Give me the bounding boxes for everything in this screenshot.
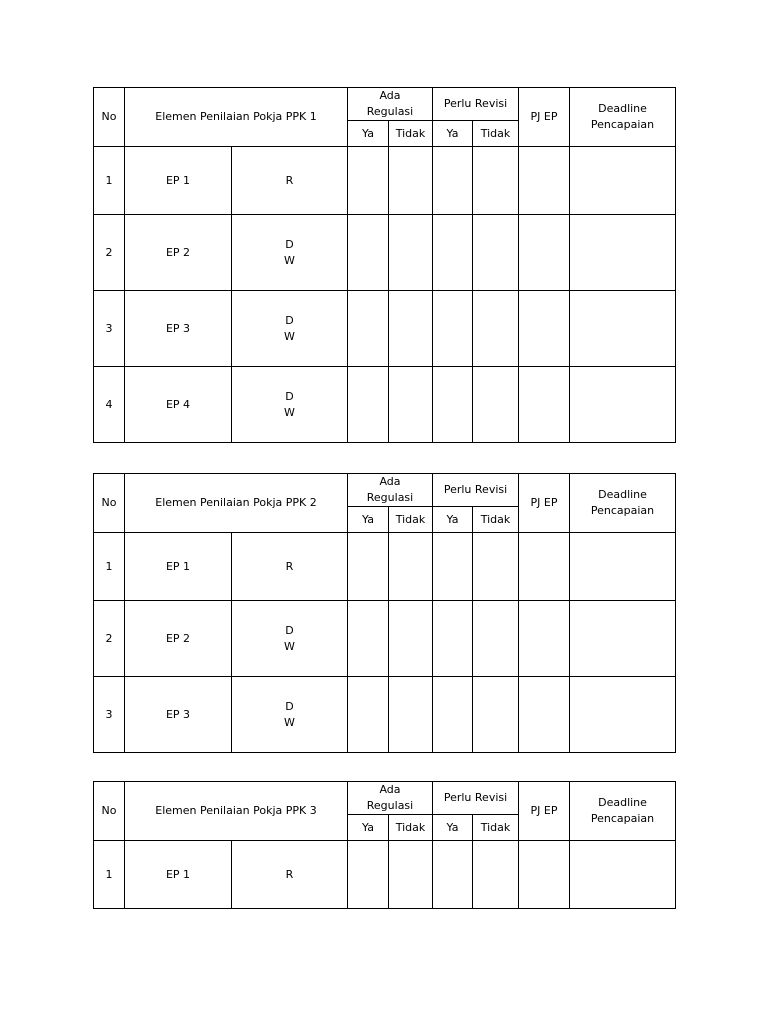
cell-revisi-tidak[interactable] <box>473 601 519 677</box>
row-code: D W <box>232 601 348 677</box>
row-ep: EP 1 <box>125 841 232 909</box>
cell-regulasi-tidak[interactable] <box>389 677 433 753</box>
header-ada-regulasi: Ada Regulasi <box>348 88 433 121</box>
cell-pj-ep[interactable] <box>519 147 570 215</box>
cell-revisi-tidak[interactable] <box>473 367 519 443</box>
header-elemen-penilaian: Elemen Penilaian Pokja PPK 1 <box>125 88 348 147</box>
row-no: 4 <box>94 367 125 443</box>
cell-revisi-tidak[interactable] <box>473 841 519 909</box>
row-no: 1 <box>94 841 125 909</box>
cell-pj-ep[interactable] <box>519 291 570 367</box>
header-no: No <box>94 782 125 841</box>
cell-revisi-ya[interactable] <box>433 147 473 215</box>
cell-regulasi-ya[interactable] <box>348 841 389 909</box>
cell-revisi-tidak[interactable] <box>473 677 519 753</box>
header-deadline: Deadline Pencapaian <box>570 474 676 533</box>
cell-revisi-tidak[interactable] <box>473 533 519 601</box>
cell-revisi-tidak[interactable] <box>473 147 519 215</box>
cell-revisi-ya[interactable] <box>433 841 473 909</box>
row-code: D W <box>232 677 348 753</box>
cell-deadline[interactable] <box>570 533 676 601</box>
table-row <box>94 367 676 443</box>
cell-revisi-tidak[interactable] <box>473 291 519 367</box>
cell-deadline[interactable] <box>570 147 676 215</box>
cell-deadline[interactable] <box>570 601 676 677</box>
cell-deadline[interactable] <box>570 215 676 291</box>
cell-pj-ep[interactable] <box>519 677 570 753</box>
table-row <box>94 291 676 367</box>
cell-regulasi-ya[interactable] <box>348 147 389 215</box>
header-elemen-penilaian: Elemen Penilaian Pokja PPK 2 <box>125 474 348 533</box>
cell-revisi-ya[interactable] <box>433 367 473 443</box>
header-regulasi-tidak: Tidak <box>389 121 433 147</box>
cell-regulasi-ya[interactable] <box>348 215 389 291</box>
header-regulasi-ya: Ya <box>348 815 389 841</box>
cell-revisi-ya[interactable] <box>433 677 473 753</box>
header-revisi-ya: Ya <box>433 815 473 841</box>
row-ep: EP 1 <box>125 147 232 215</box>
row-code: D W <box>232 367 348 443</box>
row-ep: EP 2 <box>125 601 232 677</box>
assessment-table-ppk-2 <box>93 473 676 753</box>
row-code: R <box>232 533 348 601</box>
header-regulasi-ya: Ya <box>348 121 389 147</box>
cell-revisi-ya[interactable] <box>433 291 473 367</box>
cell-pj-ep[interactable] <box>519 841 570 909</box>
cell-deadline[interactable] <box>570 367 676 443</box>
row-code: R <box>232 841 348 909</box>
row-no: 2 <box>94 601 125 677</box>
header-deadline: Deadline Pencapaian <box>570 782 676 841</box>
row-no: 1 <box>94 533 125 601</box>
cell-regulasi-tidak[interactable] <box>389 841 433 909</box>
cell-regulasi-tidak[interactable] <box>389 215 433 291</box>
header-perlu-revisi: Perlu Revisi <box>433 782 519 815</box>
table-row <box>94 841 676 909</box>
row-code: D W <box>232 291 348 367</box>
cell-revisi-ya[interactable] <box>433 215 473 291</box>
table-row <box>94 215 676 291</box>
row-ep: EP 4 <box>125 367 232 443</box>
cell-revisi-ya[interactable] <box>433 601 473 677</box>
header-revisi-tidak: Tidak <box>473 507 519 533</box>
row-no: 3 <box>94 677 125 753</box>
cell-pj-ep[interactable] <box>519 215 570 291</box>
header-regulasi-ya: Ya <box>348 507 389 533</box>
cell-revisi-tidak[interactable] <box>473 215 519 291</box>
row-no: 2 <box>94 215 125 291</box>
table-row <box>94 533 676 601</box>
header-revisi-tidak: Tidak <box>473 815 519 841</box>
cell-regulasi-ya[interactable] <box>348 601 389 677</box>
table-row <box>94 677 676 753</box>
row-ep: EP 1 <box>125 533 232 601</box>
cell-pj-ep[interactable] <box>519 533 570 601</box>
row-ep: EP 2 <box>125 215 232 291</box>
cell-regulasi-tidak[interactable] <box>389 533 433 601</box>
table-row <box>94 147 676 215</box>
row-ep: EP 3 <box>125 677 232 753</box>
cell-regulasi-tidak[interactable] <box>389 367 433 443</box>
header-deadline: Deadline Pencapaian <box>570 88 676 147</box>
header-elemen-penilaian: Elemen Penilaian Pokja PPK 3 <box>125 782 348 841</box>
assessment-table-ppk-1 <box>93 87 676 443</box>
header-ada-regulasi: Ada Regulasi <box>348 782 433 815</box>
cell-regulasi-ya[interactable] <box>348 367 389 443</box>
cell-deadline[interactable] <box>570 841 676 909</box>
row-ep: EP 3 <box>125 291 232 367</box>
row-no: 1 <box>94 147 125 215</box>
cell-regulasi-ya[interactable] <box>348 291 389 367</box>
cell-deadline[interactable] <box>570 291 676 367</box>
row-no: 3 <box>94 291 125 367</box>
cell-pj-ep[interactable] <box>519 367 570 443</box>
header-no: No <box>94 474 125 533</box>
header-pj-ep: PJ EP <box>519 474 570 533</box>
header-revisi-ya: Ya <box>433 121 473 147</box>
header-revisi-tidak: Tidak <box>473 121 519 147</box>
header-pj-ep: PJ EP <box>519 782 570 841</box>
header-regulasi-tidak: Tidak <box>389 815 433 841</box>
header-revisi-ya: Ya <box>433 507 473 533</box>
header-regulasi-tidak: Tidak <box>389 507 433 533</box>
header-ada-regulasi: Ada Regulasi <box>348 474 433 507</box>
cell-pj-ep[interactable] <box>519 601 570 677</box>
header-no: No <box>94 88 125 147</box>
header-perlu-revisi: Perlu Revisi <box>433 474 519 507</box>
assessment-table-ppk-3 <box>93 781 676 909</box>
cell-regulasi-ya[interactable] <box>348 677 389 753</box>
cell-regulasi-ya[interactable] <box>348 533 389 601</box>
header-pj-ep: PJ EP <box>519 88 570 147</box>
cell-regulasi-tidak[interactable] <box>389 147 433 215</box>
table-row <box>94 601 676 677</box>
row-code: R <box>232 147 348 215</box>
cell-deadline[interactable] <box>570 677 676 753</box>
cell-revisi-ya[interactable] <box>433 533 473 601</box>
header-perlu-revisi: Perlu Revisi <box>433 88 519 121</box>
cell-regulasi-tidak[interactable] <box>389 601 433 677</box>
row-code: D W <box>232 215 348 291</box>
cell-regulasi-tidak[interactable] <box>389 291 433 367</box>
